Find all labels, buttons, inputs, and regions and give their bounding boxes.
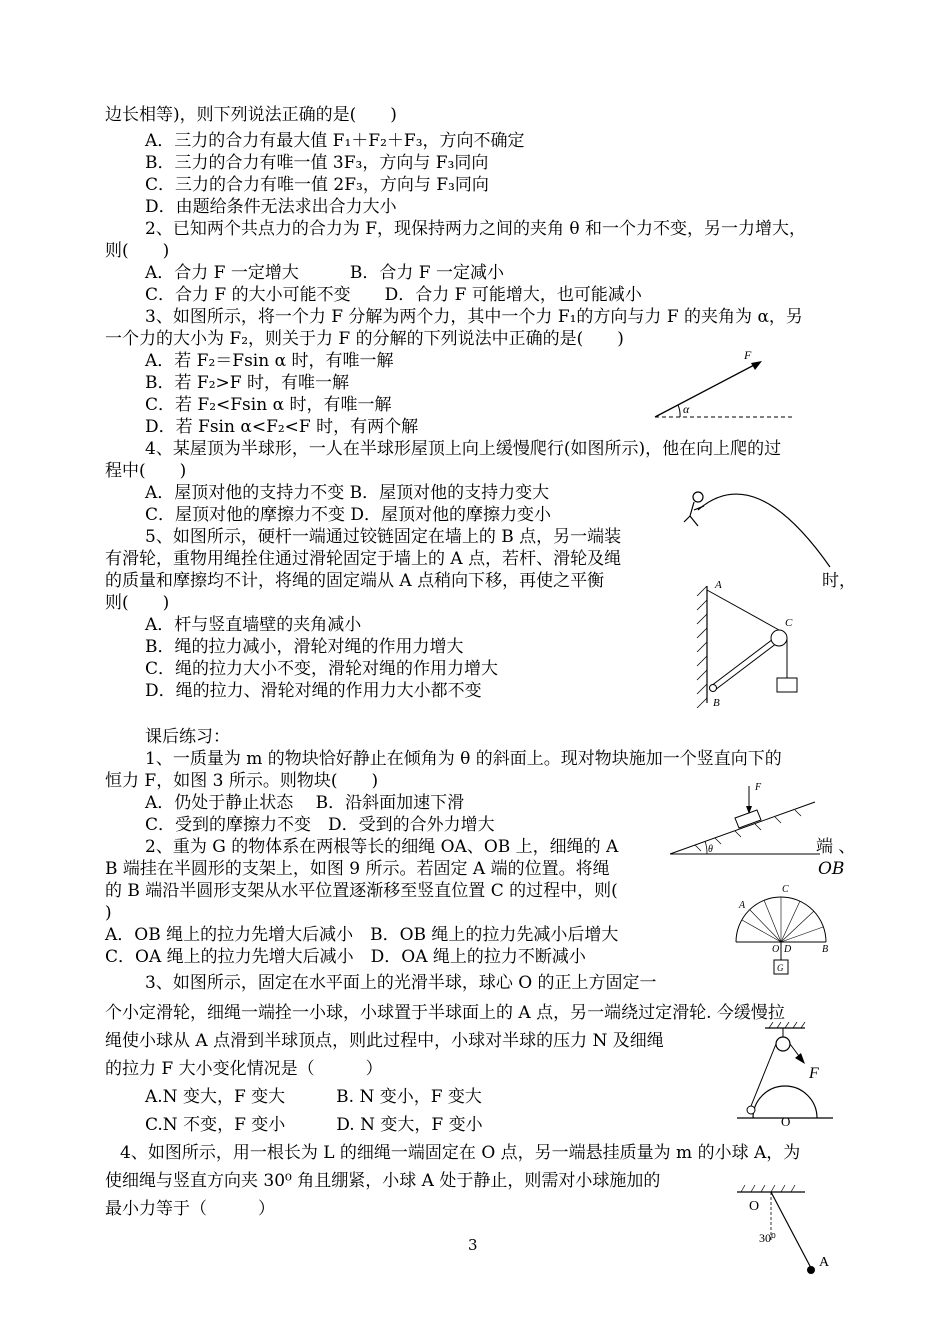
text-line: 有滑轮，重物用绳拴住通过滑轮固定于墙上的 A 点，若杆、滑轮及绳 [105,549,622,569]
option-line: A．三力的合力有最大值 F₁＋F₂＋F₃，方向不确定 [145,131,525,151]
label-A: A [819,1255,830,1270]
text-line-tail: 时， [822,571,856,591]
text-line: 则( ) [105,241,170,261]
option-line: A．若 F₂＝Fsin α 时，有唯一解 [145,351,394,371]
text-line: 边长相等)，则下列说法正确的是( ) [105,105,397,125]
label-O: O [781,1114,791,1127]
text-line: 则( ) [105,593,170,613]
text-line: ) [105,903,112,923]
option-line: A.N 变大，F 变大 B. N 变小，F 变大 [145,1087,482,1107]
homework-4: 4、如图所示，用一根长为 L 的细绳一端固定在 O 点，另一端悬挂质量为 m 的小球 A，为 [120,1143,801,1163]
page-number: 3 [468,1236,478,1254]
homework-3: 3、如图所示，固定在水平面上的光滑半球，球心 O 的正上方固定一 [145,973,657,993]
option-line: A．杆与竖直墙壁的夹角减小 [145,615,362,635]
rod-pulley-figure [695,578,815,713]
text-line: 使细绳与竖直方向夹 30⁰ 角且绷紧，小球 A 处于静止，则需对小球施加的 [105,1171,661,1191]
option-line: D．若 Fsin α<F₂<F 时，有两个解 [145,417,419,437]
text-line-tail: 端 、 [816,837,856,857]
text-line: 一个力的大小为 F₂，则关于力 F 的分解的下列说法中正确的是( ) [105,329,624,349]
label-O: O [749,1199,760,1214]
question-4: 4、某屋顶为半球形，一人在半球形屋顶上向上缓慢爬行(如图所示)，他在向上爬的过 [145,439,782,459]
option-line: C．若 F₂<Fsin α 时，有唯一解 [145,395,392,415]
text-line: 程中( ) [105,461,187,481]
hemisphere-pulley-figure [735,1022,835,1127]
option-line: C．屋顶对他的摩擦力不变 D．屋顶对他的摩擦力变小 [145,505,552,525]
label-F: F [744,348,752,362]
label-C: C [782,884,789,895]
label-C: C [785,617,793,629]
option-line: C．受到的摩擦力不变 D．受到的合外力增大 [145,815,495,835]
question-2: 2、已知两个共点力的合力为 F，现保持两力之间的夹角 θ 和一个力不变，另一力增大， [145,219,807,239]
text-line: B 端挂在半圆形的支架上，如图 9 所示。若固定 A 端的位置。将绳 [105,859,610,879]
label-theta: θ [708,844,713,855]
option-line: A．仍处于静止状态 B．沿斜面加速下滑 [145,793,465,813]
dome-climber-figure [680,472,840,572]
label-B: B [713,697,720,709]
option-line: B．绳的拉力减小，滑轮对绳的作用力增大 [145,637,464,657]
option-line: A．屋顶对他的支持力不变 B．屋顶对他的支持力变大 [145,483,550,503]
incline-block-figure [665,778,825,860]
label-A: A [739,900,746,911]
option-line: D．绳的拉力、滑轮对绳的作用力大小都不变 [145,681,482,701]
label-D: D [784,944,792,955]
text-line: 的质量和摩擦均不计，将绳的固定端从 A 点稍向下移，再使之平衡 [105,571,605,591]
option-line: C．三力的合力有唯一值 2F₃，方向与 F₃同向 [145,175,489,195]
question-5: 5、如图所示，硬杆一端通过铰链固定在墙上的 B 点，另一端装 [145,527,622,547]
label-A: A [715,579,722,591]
label-angle: 30⁰ [759,1231,776,1245]
semicircle-frame-figure [728,880,838,980]
option-line: C．OA 绳上的拉力先增大后减小 D．OA 绳上的拉力不断减小 [105,947,586,967]
text-line-tail: OB [818,859,845,879]
label-F: F [755,782,762,793]
question-3: 3、如图所示，将一个力 F 分解为两个力，其中一个力 F₁的方向与力 F 的夹角为 α，另 [145,307,803,327]
label-B: B [822,944,829,955]
pendulum-figure [735,1180,835,1280]
option-line: A．OB 绳上的拉力先增大后减小 B．OB 绳上的拉力先减小后增大 [105,925,619,945]
option-line: A．合力 F 一定增大 B．合力 F 一定减小 [145,263,504,283]
option-line: B．若 F₂>F 时，有唯一解 [145,373,349,393]
text-line: 恒力 F，如图 3 所示。则物块( ) [105,771,379,791]
label-F: F [809,1065,819,1082]
text-line: 的 B 端沿半圆形支架从水平位置逐渐移至竖直位置 C 的过程中，则( [105,881,618,901]
force-decomposition-figure [650,345,800,425]
option-line: D．由题给条件无法求出合力大小 [145,197,397,217]
homework-2: 2、重为 G 的物体系在两根等长的细绳 OA、OB 上，细绳的 A [145,837,619,857]
option-line: C．绳的拉力大小不变，滑轮对绳的作用力增大 [145,659,499,679]
option-line: B．三力的合力有唯一值 3F₃，方向与 F₃同向 [145,153,489,173]
label-G: G [777,963,784,973]
climber-icon [684,492,704,526]
homework-1: 1、一质量为 m 的物块恰好静止在倾角为 θ 的斜面上。现对物块施加一个竖直向下的 [145,749,782,769]
section-heading: 课后练习： [145,727,230,747]
text-line: 的拉力 F 大小变化情况是（ ） [105,1059,383,1079]
text-line: 最小力等于（ ） [105,1199,275,1219]
label-O: O [772,944,780,955]
option-line: C.N 不变，F 变小 D. N 变大，F 变小 [145,1115,483,1135]
label-alpha: α [683,402,690,416]
option-line: C．合力 F 的大小可能不变 D．合力 F 可能增大，也可能减小 [145,285,642,305]
text-line: 个小定滑轮，细绳一端拴一小球，小球置于半球面上的 A 点，另一端绕过定滑轮. 今缓慢拉 [105,1003,785,1023]
text-line: 绳使小球从 A 点滑到半球顶点，则此过程中，小球对半球的压力 N 及细绳 [105,1031,664,1051]
